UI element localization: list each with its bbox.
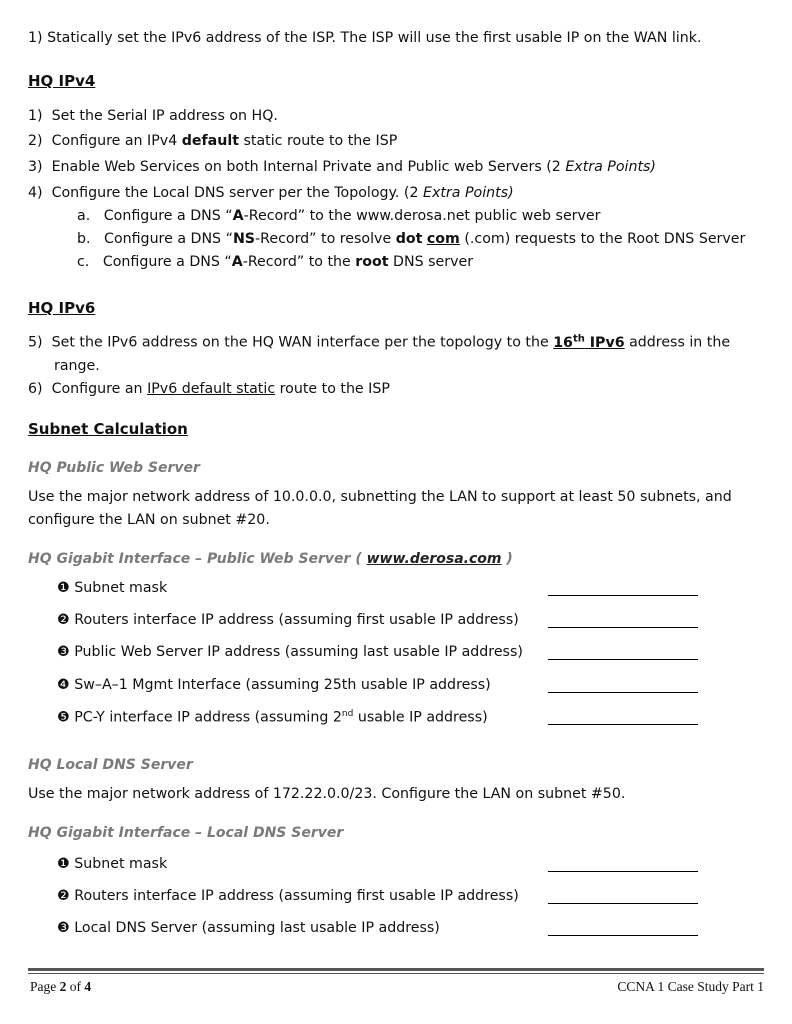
dns-item-router-ip: ❷ Routers interface IP address (assuming first usable IP address) [57,888,519,904]
heading-subnet-calculation: Subnet Calculation [28,420,188,438]
dns-server-title: HQ Local DNS Server [28,757,193,773]
answer-blank[interactable] [548,659,698,660]
web-iface-title: HQ Gigabit Interface – Public Web Server ( www.derosa.com ) [28,551,513,567]
answer-blank[interactable] [548,595,698,596]
footer-rule [28,968,764,971]
bullet-1-icon: ❶ [57,856,70,872]
ipv4-subitem-b: b. Configure a DNS “NS-Record” to resolve dot com (.com) requests to the Root DNS Server [77,231,746,247]
ipv4-item-4: 4) Configure the Local DNS server per the Topology. (2 Extra Points) [28,185,514,201]
web-server-link[interactable]: www.derosa.com [366,551,502,567]
bullet-5-icon: ❺ [57,709,70,726]
web-server-title: HQ Public Web Server [28,460,200,476]
ipv4-item-2: 2) Configure an IPv4 default static route to the ISP [28,133,398,149]
web-item-subnet-mask: ❶ Subnet mask [57,580,168,596]
ipv4-item-1: 1) Set the Serial IP address on HQ. [28,108,278,124]
ipv6-item-5-cont: range. [54,358,100,374]
dns-iface-title: HQ Gigabit Interface – Local DNS Server [28,825,344,841]
bullet-4-icon: ❹ [57,677,70,693]
answer-blank[interactable] [548,935,698,936]
answer-blank[interactable] [548,871,698,872]
footer-rule [28,973,764,974]
answer-blank[interactable] [548,724,698,725]
web-item-router-ip: ❷ Routers interface IP address (assuming first usable IP address) [57,612,519,628]
web-desc-line1: Use the major network address of 10.0.0.0, subnetting the LAN to support at least 50 subnets, and [28,489,732,505]
footer-doc-title: CCNA 1 Case Study Part 1 [617,979,764,994]
web-item-server-ip: ❸ Public Web Server IP address (assuming last usable IP address) [57,644,523,660]
answer-blank[interactable] [548,692,698,693]
ipv6-item-6: 6) Configure an IPv6 default static route to the ISP [28,381,390,397]
dns-item-subnet-mask: ❶ Subnet mask [57,856,168,872]
heading-hq-ipv6: HQ IPv6 [28,299,96,317]
bullet-2-icon: ❷ [57,612,70,628]
dns-desc: Use the major network address of 172.22.0.0/23. Configure the LAN on subnet #50. [28,786,626,802]
page-number: Page 2 of 4 [30,979,92,994]
heading-hq-ipv4: HQ IPv4 [28,72,96,90]
bullet-3-icon: ❸ [57,920,70,936]
web-item-pc-y: ❺ PC-Y interface IP address (assuming 2nd usable IP address) [57,709,488,726]
ipv4-subitem-a: a. Configure a DNS “A-Record” to the www.derosa.net public web server [77,208,601,224]
web-item-sw-mgmt: ❹ Sw–A–1 Mgmt Interface (assuming 25th usable IP address) [57,677,491,693]
answer-blank[interactable] [548,627,698,628]
ipv6-item-5: 5) Set the IPv6 address on the HQ WAN interface per the topology to the 16th IPv6 address in the [28,333,731,351]
dns-item-server-ip: ❸ Local DNS Server (assuming last usable IP address) [57,920,440,936]
bullet-2-icon: ❷ [57,888,70,904]
intro-text: 1) Statically set the IPv6 address of the ISP. The ISP will use the first usable IP on the WAN link. [28,30,702,46]
bullet-3-icon: ❸ [57,644,70,660]
web-desc-line2: configure the LAN on subnet #20. [28,512,270,528]
answer-blank[interactable] [548,903,698,904]
bullet-1-icon: ❶ [57,580,70,596]
ipv4-subitem-c: c. Configure a DNS “A-Record” to the root DNS server [77,254,474,270]
ipv4-item-3: 3) Enable Web Services on both Internal Private and Public web Servers (2 Extra Points) [28,159,656,175]
